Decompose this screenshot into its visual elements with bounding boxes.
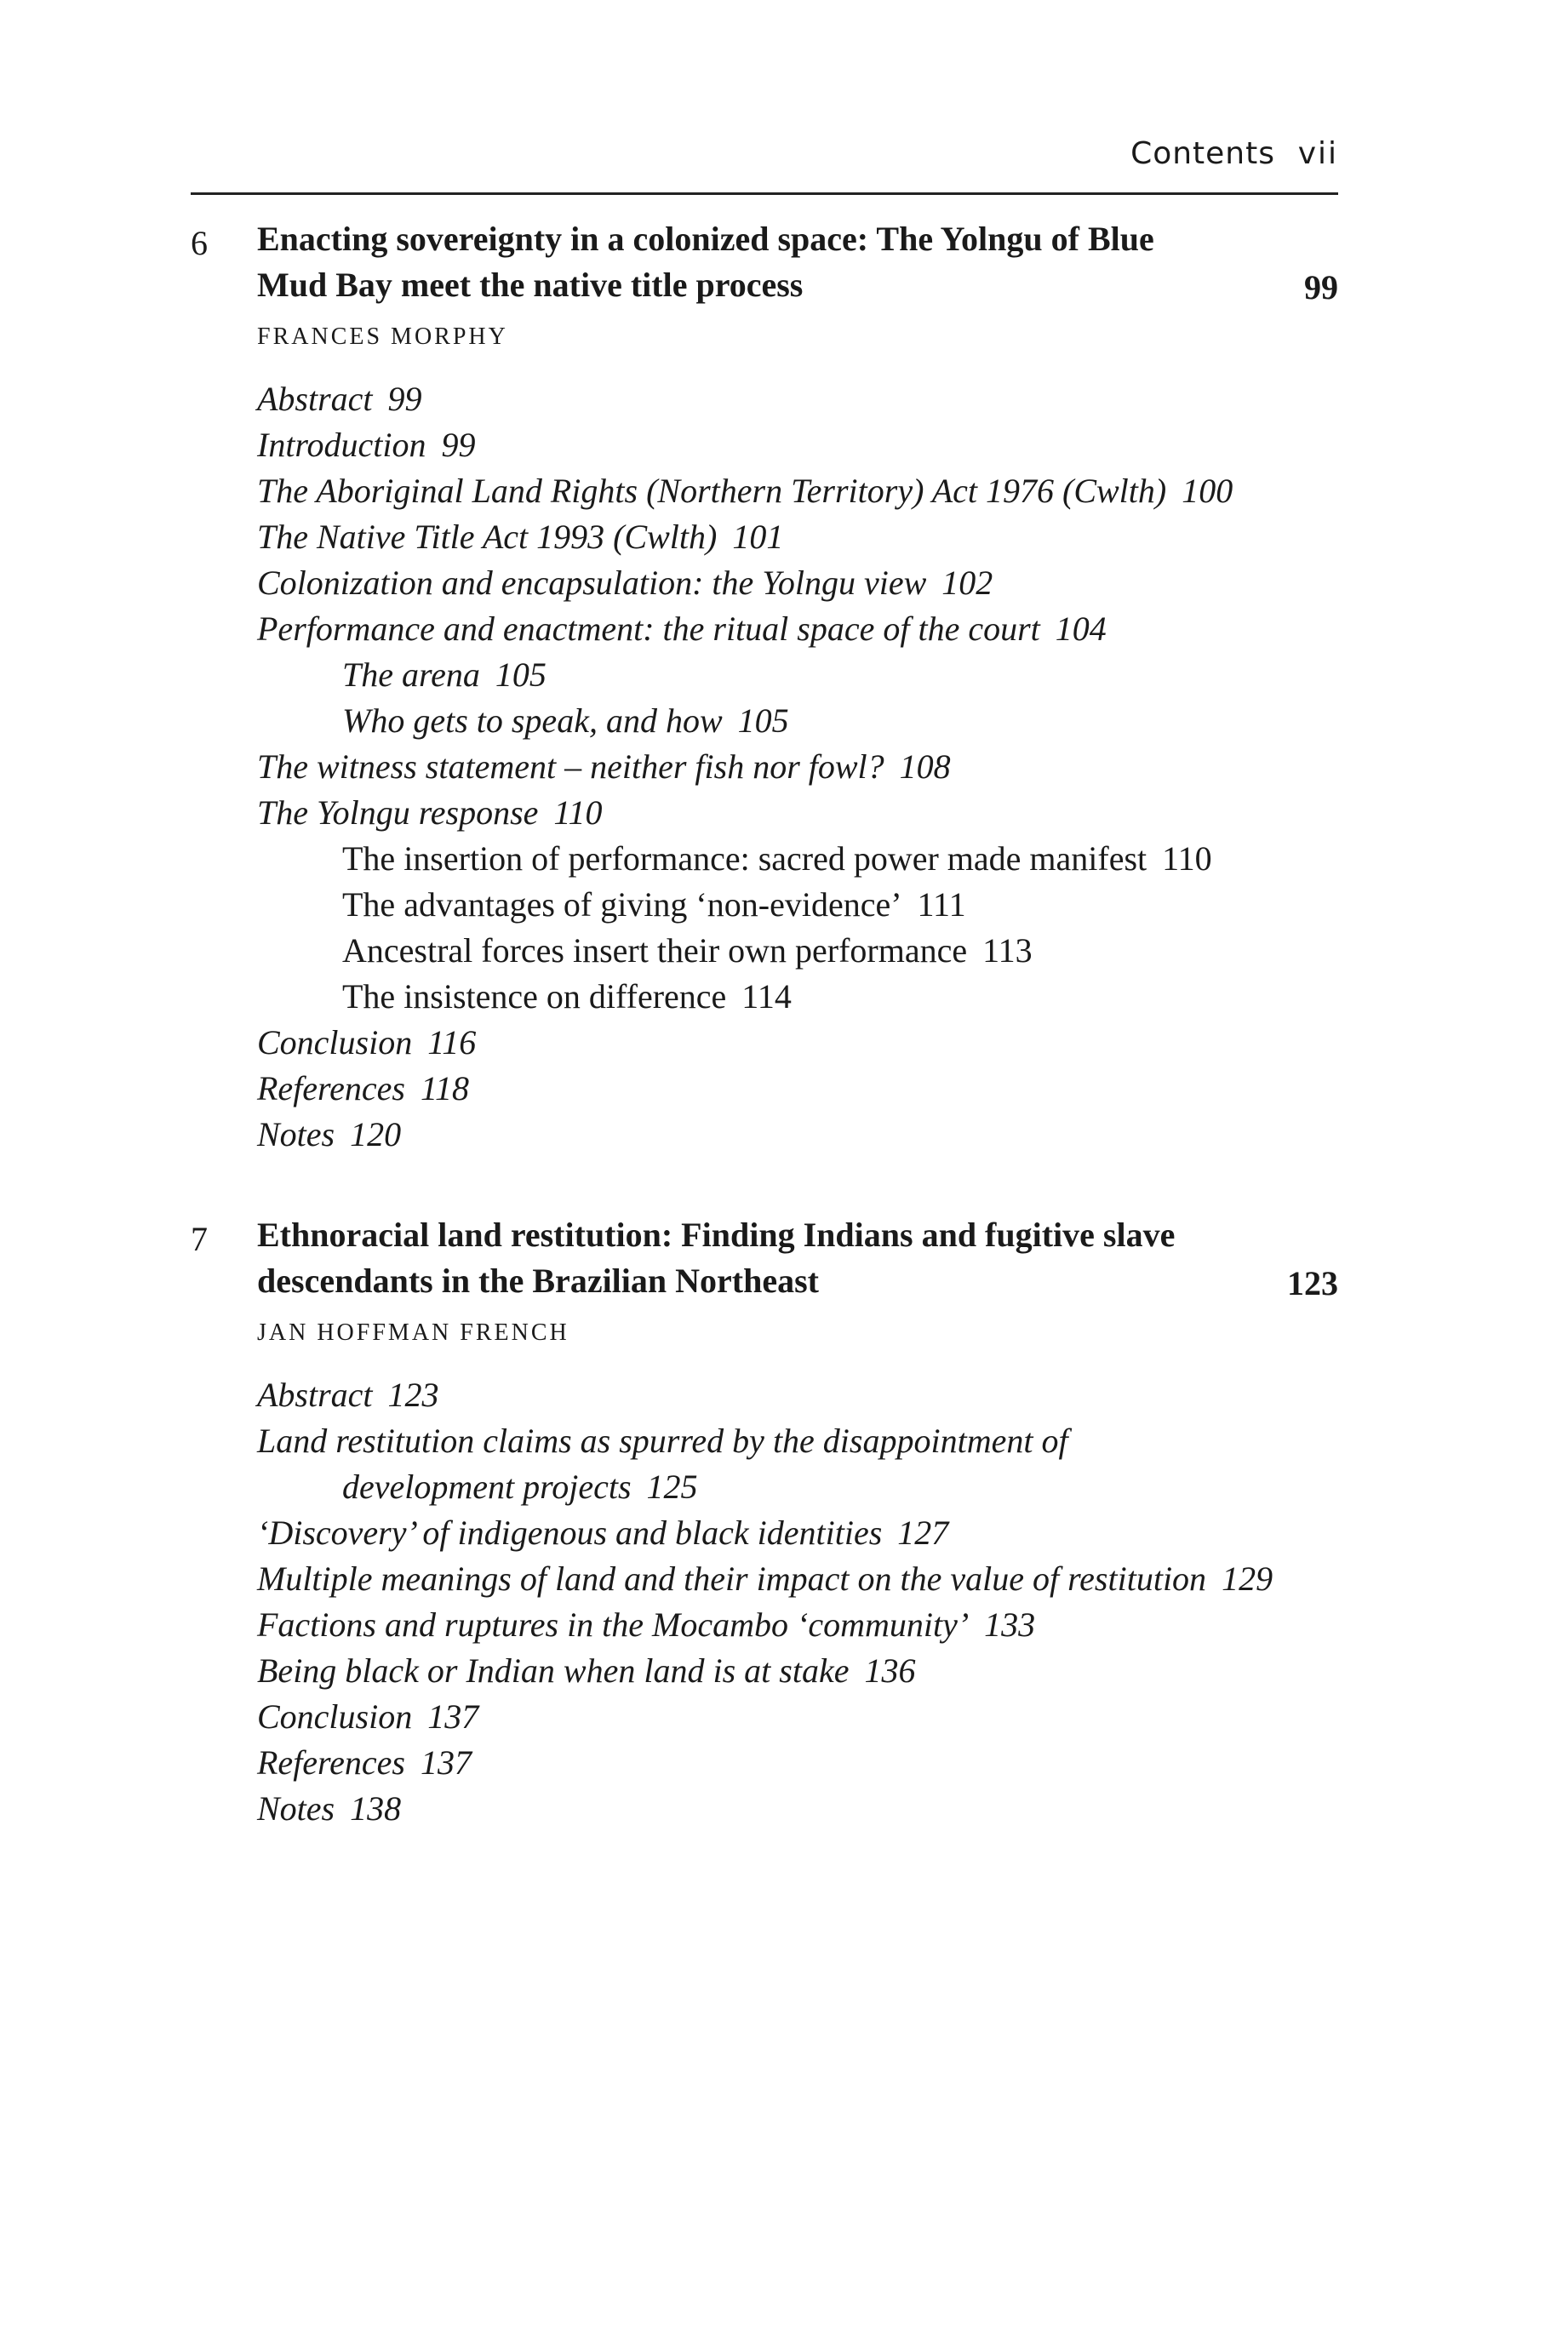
- toc-subentry[interactable]: The advantages of giving ‘non-evidence’ 111: [342, 885, 966, 924]
- toc-entry[interactable]: Colonization and encapsulation: the Yolngu view 102: [257, 564, 993, 602]
- chapter-number: 7: [191, 1220, 208, 1258]
- toc-entry[interactable]: Abstract 123: [257, 1376, 439, 1414]
- toc-subentry[interactable]: The arena 105: [342, 655, 547, 694]
- header-page-number: vii: [1297, 136, 1338, 171]
- toc-entry[interactable]: Land restitution claims as spurred by the disappointment of development projects 125: [257, 1422, 1068, 1506]
- toc-subentry[interactable]: Who gets to speak, and how 105: [342, 701, 789, 740]
- toc-subentry[interactable]: The insistence on difference 114: [342, 977, 792, 1016]
- toc-entry[interactable]: The witness statement – neither fish nor fowl? 108: [257, 747, 951, 786]
- toc-subentry[interactable]: Ancestral forces insert their own performance 113: [342, 931, 1033, 970]
- toc-entry[interactable]: Factions and ruptures in the Mocambo ‘community’ 133: [257, 1605, 1036, 1644]
- chapter-title-line: descendants in the Brazilian Northeast: [257, 1262, 819, 1300]
- chapter-number: 6: [191, 224, 208, 262]
- chapter-page: 123: [1287, 1264, 1338, 1302]
- toc-entry[interactable]: Notes 138: [257, 1789, 402, 1828]
- toc-entry[interactable]: ‘Discovery’ of indigenous and black identities 127: [257, 1514, 949, 1552]
- chapter-page: 99: [1304, 268, 1338, 306]
- toc-entry[interactable]: The Native Title Act 1993 (Cwlth) 101: [257, 518, 784, 556]
- toc-entry[interactable]: Abstract 99: [257, 380, 422, 418]
- chapter-title-line: Enacting sovereignty in a colonized space: The Yolngu of Blue: [257, 220, 1154, 258]
- chapter-author: FRANCES MORPHY: [257, 323, 508, 350]
- chapter-title[interactable]: [257, 216, 1279, 308]
- toc-entry[interactable]: Conclusion 116: [257, 1023, 477, 1062]
- toc-entry[interactable]: References 137: [257, 1743, 472, 1782]
- section-list: [257, 376, 1338, 1158]
- toc-entry[interactable]: Multiple meanings of land and their impact on the value of restitution 129: [257, 1559, 1273, 1598]
- chapter-title-line: Mud Bay meet the native title process: [257, 266, 804, 304]
- toc-entry[interactable]: Conclusion 137: [257, 1697, 479, 1736]
- toc-entry[interactable]: The Aboriginal Land Rights (Northern Territory) Act 1976 (Cwlth) 100: [257, 472, 1233, 510]
- chapter-title-line: Ethnoracial land restitution: Finding Indians and fugitive slave: [257, 1216, 1176, 1254]
- toc-entry[interactable]: Introduction 99: [257, 426, 476, 464]
- chapter-author: JAN HOFFMAN FRENCH: [257, 1319, 569, 1346]
- toc-entry[interactable]: The Yolngu response 110: [257, 793, 603, 832]
- header-title: Contents: [1130, 136, 1275, 171]
- toc-entry[interactable]: Notes 120: [257, 1115, 402, 1153]
- toc-subentry[interactable]: The insertion of performance: sacred power made manifest 110: [342, 839, 1212, 878]
- toc-entry[interactable]: Performance and enactment: the ritual space of the court 104: [257, 609, 1107, 648]
- running-header: [191, 128, 1338, 195]
- toc-entry[interactable]: References 118: [257, 1069, 469, 1107]
- toc-entry[interactable]: Being black or Indian when land is at stake 136: [257, 1651, 916, 1690]
- section-list: [257, 1372, 1338, 1832]
- chapter-title[interactable]: [257, 1212, 1279, 1304]
